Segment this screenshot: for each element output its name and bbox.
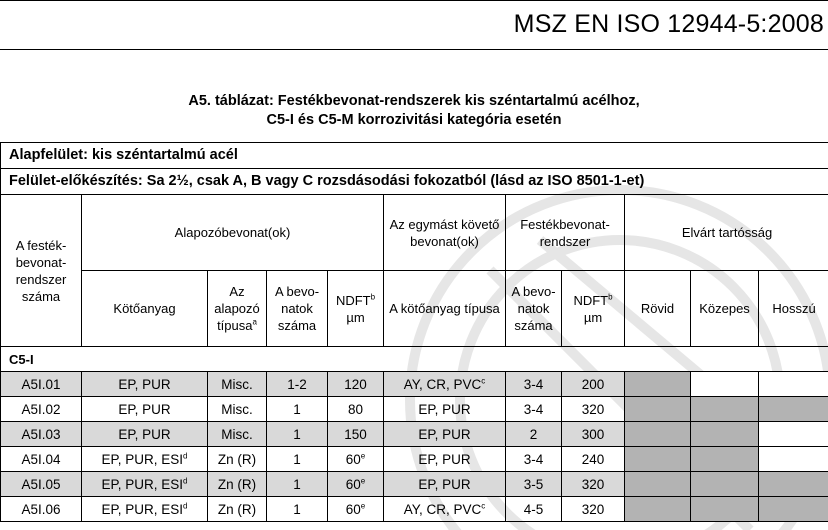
- header-long: Hosszú: [759, 271, 828, 347]
- caption-line-2: C5-I és C5-M korrozivitási kategória esetén: [0, 111, 828, 130]
- section-label: C5-I: [1, 347, 828, 372]
- table-row: [1, 372, 828, 397]
- header-paint-system-group: Festékbevonat-rendszer: [506, 195, 625, 271]
- cell-system-ndft: 240: [562, 447, 625, 472]
- durability-long: [759, 397, 828, 422]
- table-row: [1, 447, 828, 472]
- durability-medium: [691, 472, 759, 497]
- header-medium: Közepes: [691, 271, 759, 347]
- cell-next-binder: EP, PUR: [384, 422, 506, 447]
- paint-systems-table: [0, 142, 828, 522]
- cell-binder: EP, PUR: [82, 422, 208, 447]
- cell-ndft: 120: [328, 372, 384, 397]
- durability-long: [759, 372, 828, 397]
- header-coats: A bevo-natok száma: [267, 271, 328, 347]
- cell-next-binder: EP, PUR: [384, 447, 506, 472]
- cell-system-ndft: 300: [562, 422, 625, 447]
- cell-primer-type: Misc.: [208, 372, 267, 397]
- cell-binder: EP, PUR: [82, 397, 208, 422]
- durability-short: [625, 422, 691, 447]
- cell-binder: EP, PUR, ESI$^d$: [82, 447, 208, 472]
- cell-ndft: 60e: [328, 497, 384, 522]
- header-binder-type: A kötőanyag típusa: [384, 271, 506, 347]
- cell-system-coats: 3-4: [506, 447, 562, 472]
- cell-ndft: 150: [328, 422, 384, 447]
- durability-medium: [691, 422, 759, 447]
- cell-system-coats: 3-4: [506, 372, 562, 397]
- durability-short: [625, 447, 691, 472]
- table-caption: [0, 92, 828, 130]
- surface-prep-info: Felület-előkészítés: Sa 2½, csak A, B vagy C rozsdásodási fokozatból (lásd az ISO 8501-1-et): [1, 169, 828, 195]
- cell-system-ndft: 320: [562, 472, 625, 497]
- cell-system-coats: 2: [506, 422, 562, 447]
- cell-binder: EP, PUR: [82, 372, 208, 397]
- cell-primer-type: Zn (R): [208, 497, 267, 522]
- durability-long: [759, 472, 828, 497]
- cell-coats: 1: [267, 497, 328, 522]
- durability-medium: [691, 447, 759, 472]
- substrate-info: Alapfelület: kis széntartalmú acél: [1, 143, 828, 169]
- durability-short: [625, 472, 691, 497]
- header-primer-group: Alapozóbevonat(ok): [82, 195, 384, 271]
- cell-next-binder: EP, PUR: [384, 472, 506, 497]
- cell-next-binder: AY, CR, PVC$^c$: [384, 372, 506, 397]
- cell-coats: 1: [267, 472, 328, 497]
- cell-primer-type: Misc.: [208, 397, 267, 422]
- cell-system-id: A5I.04: [1, 447, 82, 472]
- cell-system-id: A5I.01: [1, 372, 82, 397]
- durability-medium: [691, 397, 759, 422]
- header-system-coats: A bevo-natok száma: [506, 271, 562, 347]
- cell-ndft: 60e: [328, 447, 384, 472]
- cell-next-binder: EP, PUR: [384, 397, 506, 422]
- cell-binder: EP, PUR, ESI$^d$: [82, 497, 208, 522]
- header-system-ndft: NDFT$^b$ µm: [562, 271, 625, 347]
- cell-system-id: A5I.02: [1, 397, 82, 422]
- cell-ndft: 60e: [328, 472, 384, 497]
- cell-system-id: A5I.03: [1, 422, 82, 447]
- cell-primer-type: Misc.: [208, 422, 267, 447]
- header-durability-group: Elvárt tartósság: [625, 195, 828, 271]
- cell-system-coats: 3-4: [506, 397, 562, 422]
- cell-system-id: A5I.05: [1, 472, 82, 497]
- header-primer-type: Az alapozó típusa$^a$: [208, 271, 267, 347]
- header-binder: Kötőanyag: [82, 271, 208, 347]
- table-row: [1, 422, 828, 447]
- cell-ndft: 80: [328, 397, 384, 422]
- cell-system-ndft: 320: [562, 497, 625, 522]
- caption-line-1: A5. táblázat: Festékbevonat-rendszerek kis széntartalmú acélhoz,: [0, 92, 828, 111]
- cell-binder: EP, PUR, ESI$^d$: [82, 472, 208, 497]
- cell-system-ndft: 320: [562, 397, 625, 422]
- durability-long: [759, 497, 828, 522]
- cell-system-id: A5I.06: [1, 497, 82, 522]
- durability-short: [625, 497, 691, 522]
- cell-primer-type: Zn (R): [208, 472, 267, 497]
- header-system-number: A festék-bevonat-rendszer száma: [1, 195, 82, 347]
- standard-code: MSZ EN ISO 12944-5:2008: [514, 10, 824, 39]
- durability-long: [759, 422, 828, 447]
- header-short: Rövid: [625, 271, 691, 347]
- cell-next-binder: AY, CR, PVC$^c$: [384, 497, 506, 522]
- cell-primer-type: Zn (R): [208, 447, 267, 472]
- cell-system-coats: 4-5: [506, 497, 562, 522]
- table-row: [1, 397, 828, 422]
- cell-coats: 1-2: [267, 372, 328, 397]
- header-ndft: NDFT$^b$ µm: [328, 271, 384, 347]
- table-row: [1, 472, 828, 497]
- cell-coats: 1: [267, 397, 328, 422]
- durability-long: [759, 447, 828, 472]
- durability-medium: [691, 372, 759, 397]
- standard-header: [0, 0, 828, 50]
- cell-coats: 1: [267, 422, 328, 447]
- cell-system-ndft: 200: [562, 372, 625, 397]
- cell-coats: 1: [267, 447, 328, 472]
- header-subsequent-group: Az egymást követő bevonat(ok): [384, 195, 506, 271]
- durability-medium: [691, 497, 759, 522]
- durability-short: [625, 397, 691, 422]
- durability-short: [625, 372, 691, 397]
- table-row: [1, 497, 828, 522]
- cell-system-coats: 3-5: [506, 472, 562, 497]
